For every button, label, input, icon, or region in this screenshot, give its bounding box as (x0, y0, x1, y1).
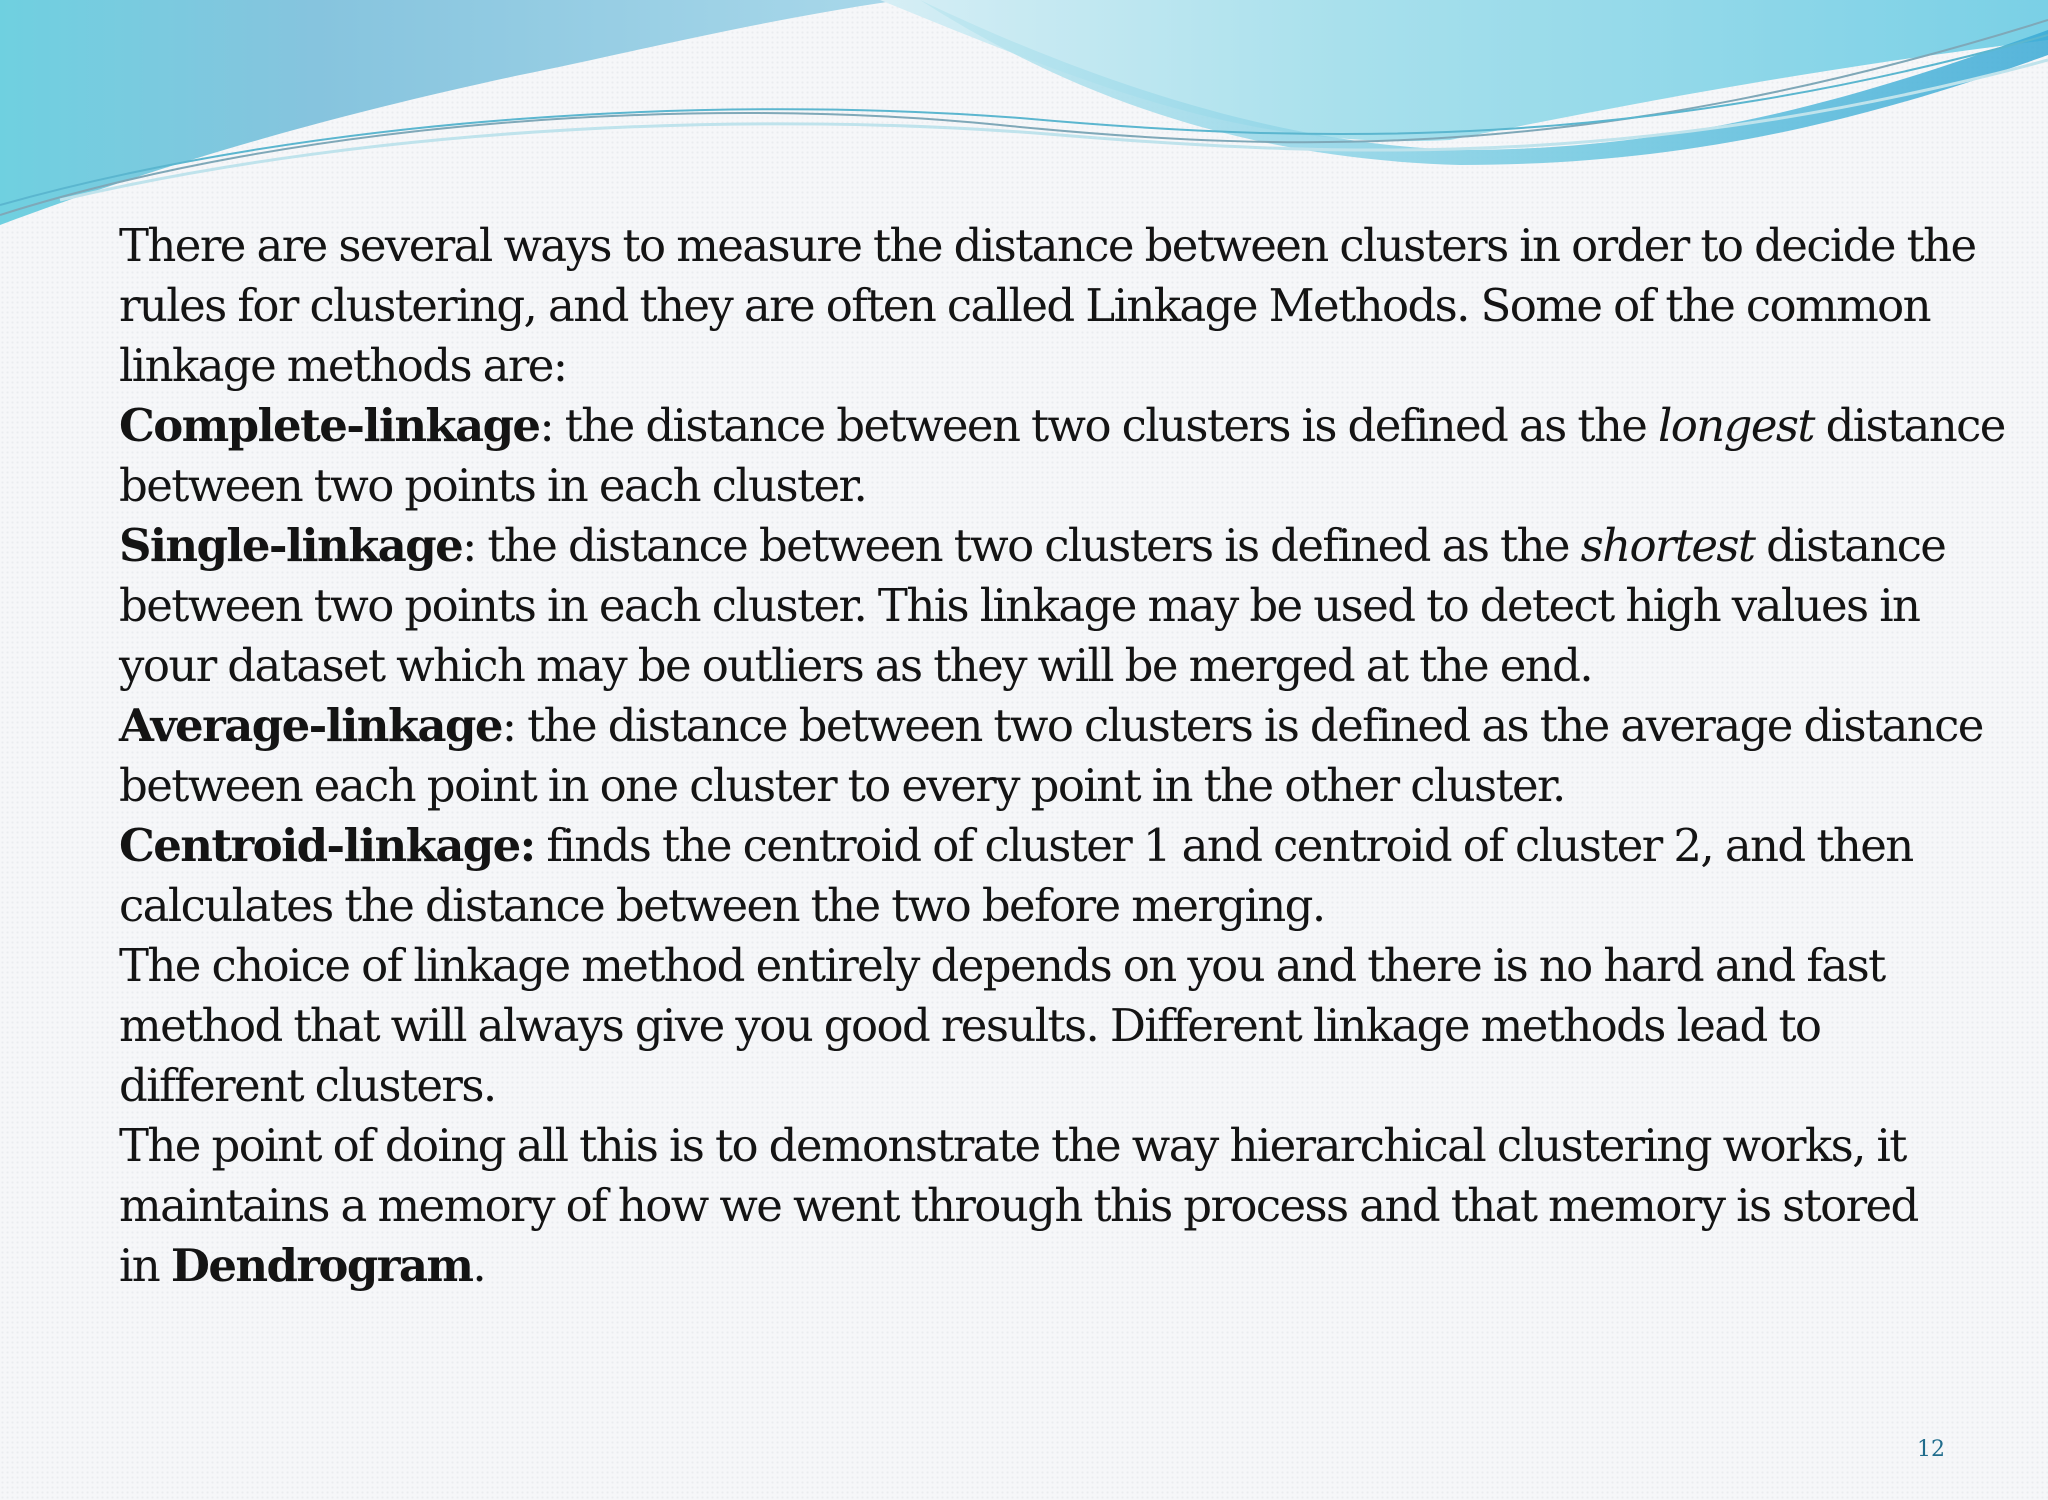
intro-paragraph (119, 216, 2019, 396)
complete-linkage-emphasis: longest (1657, 399, 1814, 452)
choice-line-3: different clusters. (119, 1059, 496, 1112)
header-wave-decoration (0, 0, 2048, 240)
centroid-linkage-line-1 (119, 816, 2019, 876)
average-linkage-paragraph (119, 696, 2019, 816)
dendrogram-line-3 (119, 1236, 2019, 1296)
centroid-linkage-paragraph (119, 816, 2019, 936)
centroid-linkage-term: Centroid-linkage: (119, 819, 535, 872)
average-linkage-line-1 (119, 696, 2019, 756)
single-linkage-text: : the distance between two clusters is defined as the (462, 519, 1581, 572)
complete-linkage-term: Complete-linkage (119, 399, 540, 452)
single-linkage-text-after: distance (1754, 519, 1946, 572)
dendrogram-line-1: The point of doing all this is to demonstrate the way hierarchical clustering works, it (119, 1119, 1906, 1172)
slide-body (119, 216, 2019, 1296)
intro-line-3: linkage methods are: (119, 339, 567, 392)
dendrogram-line-2: maintains a memory of how we went through this process and that memory is stored (119, 1179, 1918, 1232)
complete-linkage-text: : the distance between two clusters is defined as the (539, 399, 1658, 452)
complete-linkage-line-1 (119, 396, 2019, 456)
average-linkage-term: Average-linkage (119, 699, 502, 752)
choice-line-1: The choice of linkage method entirely depends on you and there is no hard and fast (119, 939, 1885, 992)
single-linkage-paragraph (119, 516, 2019, 696)
single-linkage-line-3: your dataset which may be outliers as they will be merged at the end. (119, 639, 1593, 692)
complete-linkage-paragraph (119, 396, 2019, 516)
centroid-linkage-line-2: calculates the distance between the two before merging. (119, 879, 1325, 932)
intro-line-1: There are several ways to measure the distance between clusters in order to decide the (119, 219, 1976, 272)
dendrogram-line-3-suffix: . (472, 1239, 486, 1292)
dendrogram-line-3-prefix: in (119, 1239, 171, 1292)
choice-paragraph (119, 936, 2019, 1116)
complete-linkage-text-after: distance (1813, 399, 2005, 452)
dendrogram-term: Dendrogram (170, 1239, 473, 1292)
single-linkage-line-1 (119, 516, 2019, 576)
single-linkage-line-2: between two points in each cluster. This linkage may be used to detect high values in (119, 579, 1920, 632)
centroid-linkage-text: finds the centroid of cluster 1 and centroid of cluster 2, and then (534, 819, 1913, 872)
complete-linkage-line-2: between two points in each cluster. (119, 459, 867, 512)
single-linkage-emphasis: shortest (1580, 519, 1755, 572)
slide-page-number: 12 (1917, 1437, 1945, 1462)
average-linkage-text: : the distance between two clusters is defined as the average distance (501, 699, 1983, 752)
single-linkage-term: Single-linkage (119, 519, 463, 572)
dendrogram-paragraph (119, 1116, 2019, 1296)
intro-line-2: rules for clustering, and they are often called Linkage Methods. Some of the common (119, 279, 1931, 332)
choice-line-2: method that will always give you good results. Different linkage methods lead to (119, 999, 1821, 1052)
average-linkage-line-2: between each point in one cluster to every point in the other cluster. (119, 759, 1565, 812)
